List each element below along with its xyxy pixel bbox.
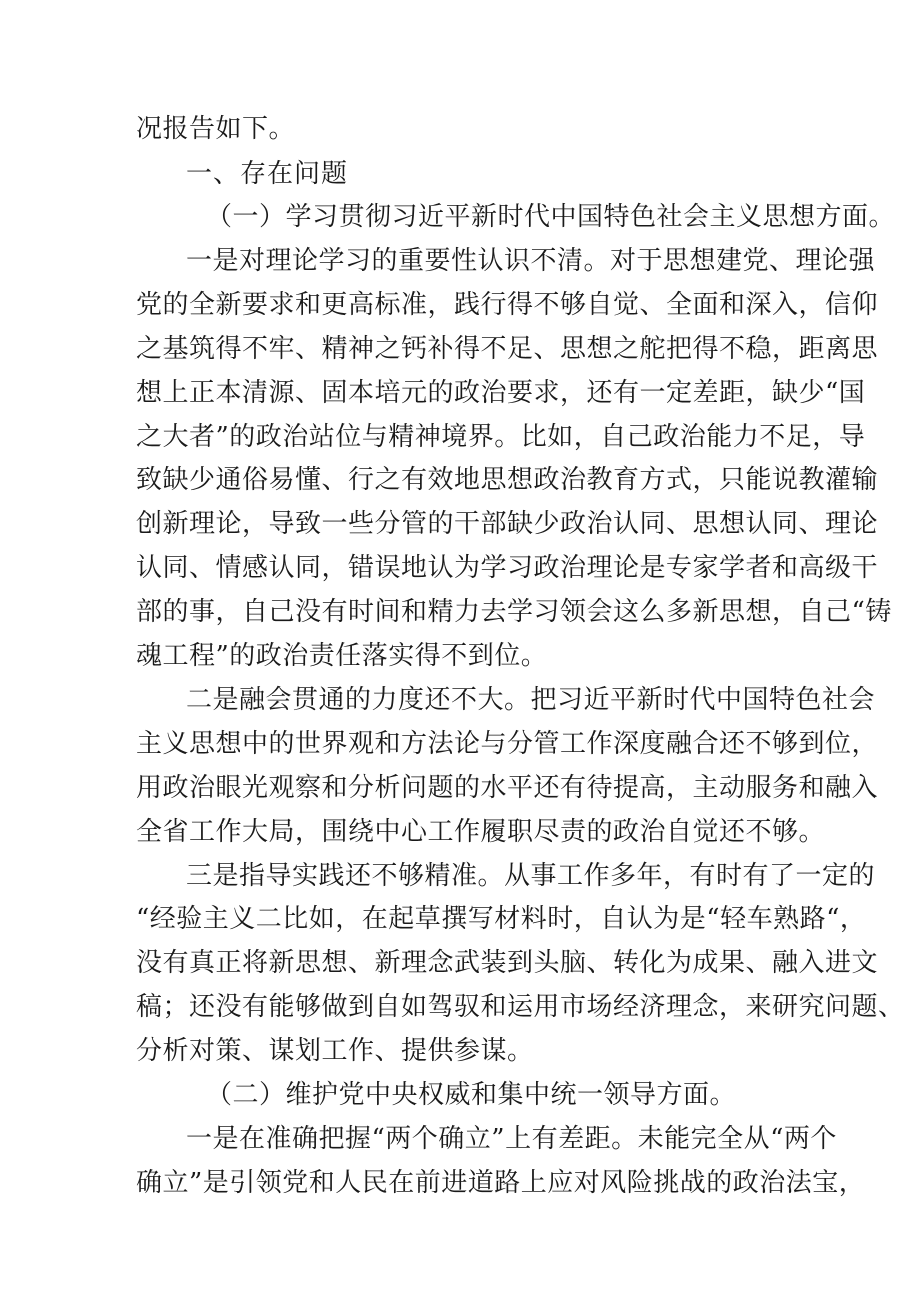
paragraph-line: “经验主义二比如，在起草撰写材料时，自认为是“轻车熟路“，	[136, 904, 867, 934]
paragraph-line: 创新理论，导致一些分管的干部缺少政治认同、思想认同、理论	[136, 509, 879, 539]
paragraph-line: 用政治眼光观察和分析问题的水平还有待提高，主动服务和融入	[136, 773, 879, 803]
paragraph-line: 党的全新要求和更高标准，践行得不够自觉、全面和深入，信仰	[136, 290, 879, 320]
paragraph-line: 之大者”的政治站位与精神境界。比如，自己政治能力不足，导	[136, 422, 866, 452]
subsection-heading: （一）学习贯彻习近平新时代中国特色社会主义思想方面。	[206, 202, 896, 232]
subsection-heading: （二）维护党中央权威和集中统一领导方面。	[206, 1080, 737, 1110]
paragraph-line: 之基筑得不牢、精神之钙补得不足、思想之舵把得不稳，距离思	[136, 334, 879, 364]
paragraph-line: 魂工程”的政治责任落实得不到位。	[136, 641, 548, 671]
paragraph-line: 认同、情感认同，错误地认为学习政治理论是专家学者和高级干	[136, 553, 879, 583]
paragraph-line: 确立”是引领党和人民在前进道路上应对风险挑战的政治法宝，	[136, 1168, 866, 1198]
paragraph-line: 想上正本清源、固本培元的政治要求，还有一定差距，缺少“国	[136, 378, 866, 408]
paragraph-line: 况报告如下。	[136, 114, 296, 144]
paragraph-line: 致缺少通俗易懂、行之有效地思想政治教育方式，只能说教灌输	[136, 465, 879, 495]
paragraph-line: 没有真正将新思想、新理念武装到头脑、转化为成果、融入进文	[136, 948, 879, 978]
paragraph-line: 主义思想中的世界观和方法论与分管工作深度融合还不够到位，	[136, 729, 879, 759]
paragraph-line: 稿；还没有能够做到自如驾驭和运用市场经济理念，来研究问题、	[136, 992, 905, 1022]
paragraph-line: 部的事，自己没有时间和精力去学习领会这么多新思想，自己“铸	[136, 597, 892, 627]
paragraph-line: 一是对理论学习的重要性认识不清。对于思想建党、理论强	[186, 246, 876, 276]
paragraph-line: 三是指导实践还不够精准。从事工作多年，有时有了一定的	[186, 861, 876, 891]
paragraph-line: 二是融会贯通的力度还不大。把习近平新时代中国特色社会	[186, 685, 876, 715]
paragraph-line: 分析对策、谋划工作、提供参谋。	[136, 1036, 534, 1066]
paragraph-line: 一是在准确把握“两个确立”上有差距。未能完全从“两个	[186, 1124, 837, 1154]
section-heading: 一、存在问题	[186, 159, 349, 189]
paragraph-line: 全省工作大局，围绕中心工作履职尽责的政治自觉还不够。	[136, 817, 826, 847]
